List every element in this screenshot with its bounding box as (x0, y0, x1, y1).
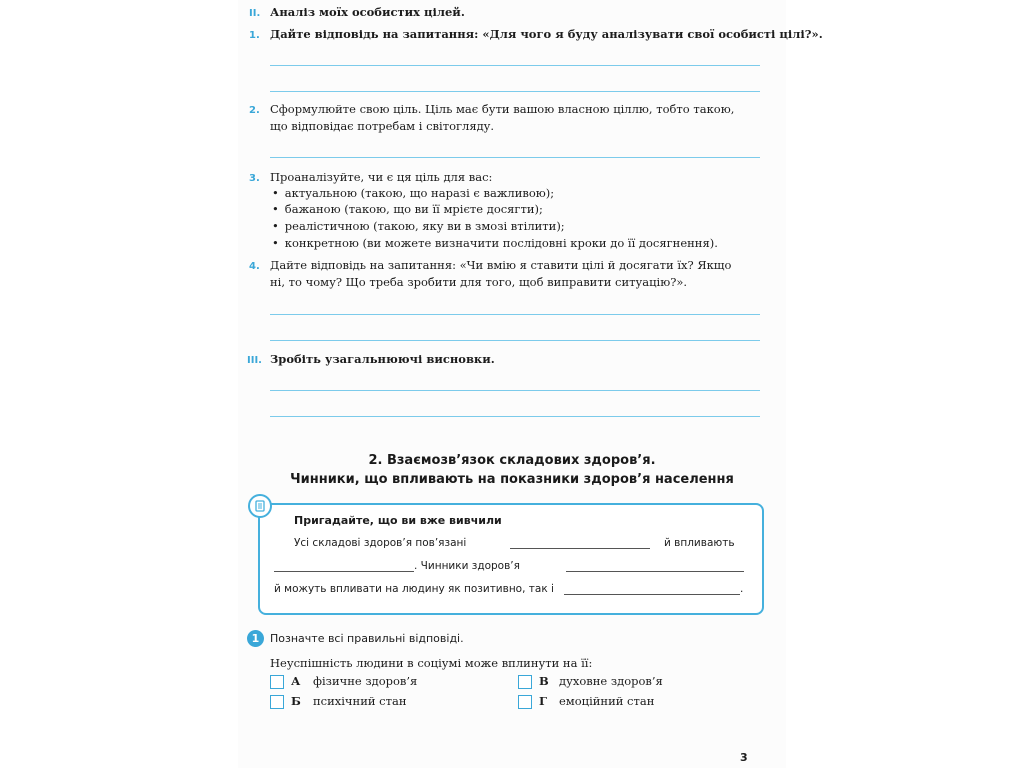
answer-line[interactable] (270, 416, 760, 417)
question-text: Проаналізуйте, чи є ця ціль для вас: (270, 170, 493, 184)
bullet-item: • реалістичною (такою, яку ви в змозі втілити); (272, 218, 565, 234)
question-text: Дайте відповідь на запитання: «Для чого я буду аналізувати свої особисті цілі?». (270, 27, 823, 41)
answer-line[interactable] (270, 157, 760, 158)
question-text: ні, то чому? Що треба зробити для того, щоб виправити ситуацію?». (270, 275, 688, 289)
task-instruction: Позначте всі правильні відповіді. (270, 632, 464, 645)
option-letter: Б (291, 694, 301, 708)
section-numeral: III. (247, 355, 262, 366)
question-number: 1. (249, 30, 260, 41)
task-question: Неуспішність людини в соціумі може вплинути на її: (270, 656, 593, 670)
topic-heading-line2: Чинники, що впливають на показники здоров’я населення (290, 472, 734, 487)
question-text: Дайте відповідь на запитання: «Чи вмію я ставити цілі й досягати їх? Якщо (270, 258, 732, 272)
option-letter: А (291, 674, 301, 688)
answer-line[interactable] (270, 314, 760, 315)
section-title: Зробіть узагальнюючі висновки. (270, 352, 495, 366)
recall-text: й впливають (664, 537, 735, 549)
bullet-item: • бажаною (такою, що ви її мрієте досягти); (272, 201, 543, 217)
question-number: 2. (249, 105, 260, 116)
answer-line[interactable] (270, 65, 760, 66)
fill-in-blank[interactable] (510, 548, 650, 549)
option-letter: В (539, 674, 549, 688)
option-letter: Г (539, 694, 547, 708)
bullet-item: • актуальною (такою, що наразі є важливою); (272, 185, 554, 201)
recall-title: Пригадайте, що ви вже вивчили (294, 514, 502, 527)
answer-checkbox-a[interactable] (270, 675, 284, 689)
answer-line[interactable] (270, 340, 760, 341)
answer-line[interactable] (270, 390, 760, 391)
fill-in-blank[interactable] (274, 571, 414, 572)
question-number: 3. (249, 173, 260, 184)
option-text: емоційний стан (559, 694, 655, 708)
section-title: Аналіз моїх особистих цілей. (270, 5, 465, 19)
option-text: фізичне здоров’я (313, 674, 418, 688)
option-text: духовне здоров’я (559, 674, 663, 688)
recall-text: . (740, 583, 744, 595)
notebook-icon (248, 494, 272, 518)
answer-checkbox-b[interactable] (270, 695, 284, 709)
topic-heading-line1: 2. Взаємозв’язок складових здоров’я. (368, 453, 656, 468)
question-text: що відповідає потребам і світогляду. (270, 119, 495, 133)
question-text: Сформулюйте свою ціль. Ціль має бути вашою власною ціллю, тобто такою, (270, 102, 735, 116)
fill-in-blank[interactable] (566, 571, 744, 572)
fill-in-blank[interactable] (564, 594, 740, 595)
question-number: 4. (249, 261, 260, 272)
recall-text: Усі складові здоров’я пов’язані (294, 537, 467, 549)
recall-text: й можуть впливати на людину як позитивно, так і (274, 583, 554, 595)
bullet-item: • конкретною (ви можете визначити послідовні кроки до її досягнення). (272, 235, 718, 251)
page-number: 3 (740, 751, 748, 764)
answer-checkbox-g[interactable] (518, 695, 532, 709)
answer-checkbox-v[interactable] (518, 675, 532, 689)
option-text: психічний стан (313, 694, 407, 708)
section-numeral: II. (249, 8, 261, 19)
recall-text: . Чинники здоров’я (414, 560, 520, 572)
answer-line[interactable] (270, 91, 760, 92)
task-number-badge: 1 (247, 630, 264, 647)
